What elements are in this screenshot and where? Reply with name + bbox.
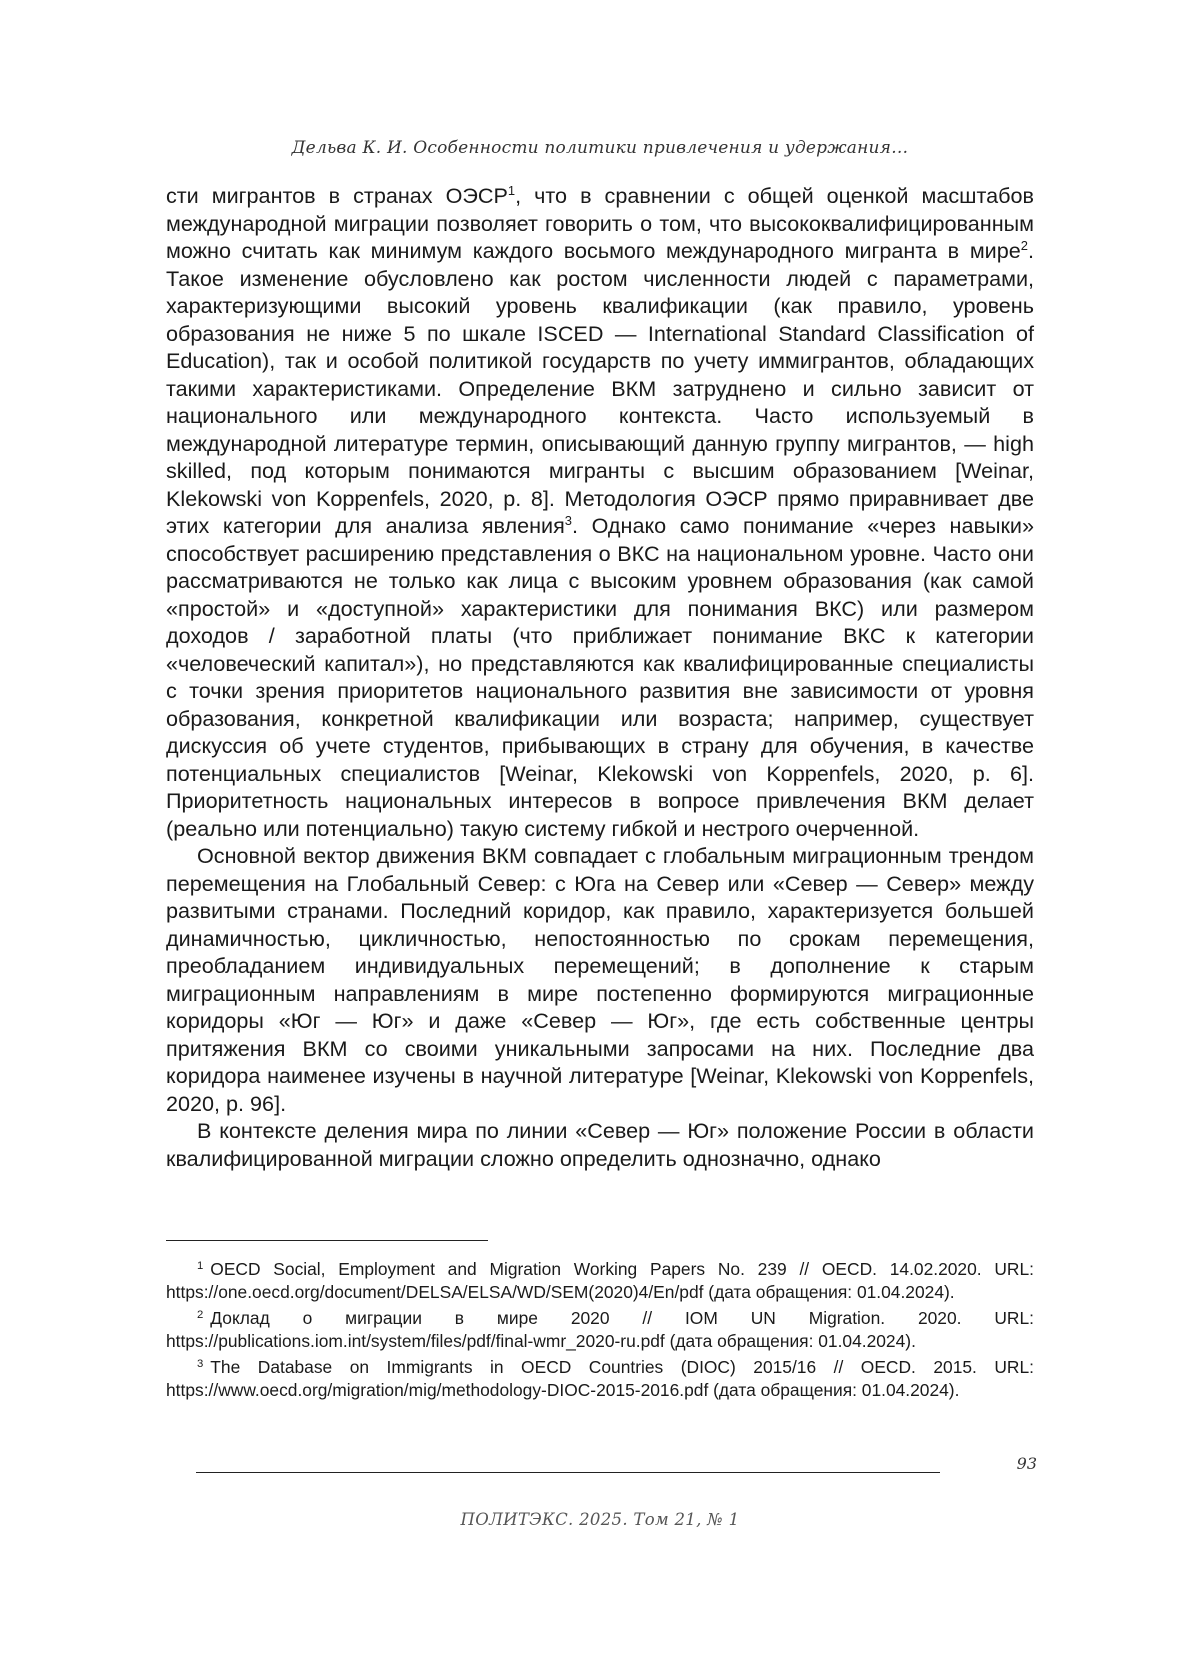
footnote-ref-2[interactable]: 2 (1020, 238, 1028, 254)
paragraph-2: Основной вектор движения ВКМ совпадает с глобальным миграционным трендом перемещения на Глобальный Север: с Юга на Север или «Север — Север» между развитыми странами. Последний коридор, как правило, характеризуется большей динамичностью, цикличностью, непостоянностью по срокам перемещения, преобладанием индивидуальных перемещений; в дополнение к старым миграционным направлениям в мире постепенно формируются миграционные коридоры «Юг — Юг» и даже «Север — Юг», где есть собственные центры притяжения ВКМ со своими уникальными запросами на них. Последние два коридора наименее изучены в научной литературе [Weinar, Klekowski von Koppenfels, 2020, p. 96]. (166, 843, 1034, 1116)
paragraph-1-part-4: . Однако само понимание «через навыки» способствует расширению представления о ВКС на национальном уровне. Часто они рассматриваются не только как лица с высоким уровнем образования (как самой «простой» и «доступной» характеристики для понимания ВКС) или размером доходов / заработной платы (что приближает понимание ВКС к категории «человеческий капитал»), но представляются как квалифицированные специалисты с точки зрения приоритетов национального развития вне зависимости от уровня образования, конкретной квалификации или возраста; например, существует дискуссия об учете студентов, прибывающих в страну для обучения, в качестве потенциальных специалистов [Weinar, Klekowski von Koppenfels, 2020, p. 6]. Приоритетность национальных интересов в вопросе привлечения ВКМ делает (реально или потенциально) такую систему гибкой и нестрого очерченной. (166, 513, 1034, 841)
footnote-ref-3[interactable]: 3 (564, 513, 572, 529)
footnote-3 (166, 1356, 1034, 1401)
footnote-1 (166, 1258, 1034, 1303)
paragraph-1-part-2: , что в сравнении с общей оценкой масштабов международной миграции позволяет говорить о том, что высококвалифицированным можно считать как минимум каждого восьмого международного мигранта в мире (166, 183, 1034, 263)
footnotes (166, 1258, 1034, 1405)
footnote-1-text: OECD Social, Employment and Migration Working Papers No. 239 // OECD. 14.02.2020. URL: https://one.oecd.org/document/DELSA/ELSA/WD/SEM(2020)4/En/pdf (дата обращения: 01.04.2024). (166, 1259, 1034, 1302)
footnote-1-number: 1 (197, 1259, 204, 1272)
footnote-ref-1[interactable]: 1 (507, 183, 516, 199)
footnote-2-number: 2 (197, 1308, 204, 1321)
paragraph-1 (166, 182, 1034, 842)
paragraph-1-part-1: сти мигрантов в странах ОЭСР (166, 183, 508, 208)
paragraph-3: В контексте деления мира по линии «Север — Юг» положение России в области квалифицированной миграции сложно определить однозначно, однако (166, 1118, 1034, 1171)
footer-rule (196, 1472, 940, 1473)
running-header: Дельва К. И. Особенности политики привлечения и удержания… (291, 138, 909, 158)
footnote-2-text: Доклад о миграции в мире 2020 // IOM UN Migration. 2020. URL: https://publications.iom.int/system/files/pdf/final-wmr_2020-ru.pdf (дата обращения: 01.04.2024). (166, 1308, 1034, 1351)
footnote-separator (166, 1240, 488, 1241)
paragraph-1-part-3: . Такое изменение обусловлено как ростом численности людей с параметрами, характеризующими высокий уровень квалификации (как правило, уровень образования не ниже 5 по шкале ISCED — International Standard Classification of Education), так и особой политикой государств по учету иммигрантов, обладающих такими характеристиками. Определение ВКМ затруднено и сильно зависит от национального или международного контекста. Часто используемый в международной литературе термин, описывающий данную группу мигрантов, — high skilled, под которым понимаются мигранты с высшим образованием [Weinar, Klekowski von Koppenfels, 2020, p. 8]. Методология ОЭСР прямо приравнивает две этих категории для анализа явления (166, 238, 1034, 538)
footnote-3-number: 3 (197, 1357, 204, 1370)
footnote-3-text: The Database on Immigrants in OECD Countries (DIOC) 2015/16 // OECD. 2015. URL: https://www.oecd.org/migration/mig/methodology-DIOC-2015-2016.pdf (дата обращения: 01.04.2024). (166, 1357, 1034, 1400)
journal-footer: ПОЛИТЭКС. 2025. Том 21, № 1 (460, 1510, 740, 1529)
page-number: 93 (1016, 1454, 1037, 1473)
article-body (166, 182, 1034, 1172)
footnote-2 (166, 1307, 1034, 1352)
